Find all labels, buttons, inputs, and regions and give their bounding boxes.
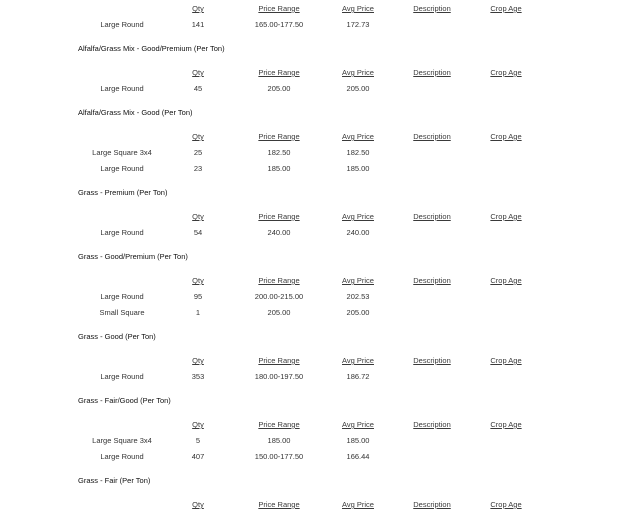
section-title: Grass - Good/Premium (Per Ton) <box>78 252 188 261</box>
crop-age-header: Crop Age <box>490 68 522 77</box>
column-header-row <box>0 419 640 431</box>
price-range-cell: 200.00-215.00 <box>254 292 304 301</box>
column-header-row <box>0 3 640 15</box>
description-header: Description <box>413 4 451 13</box>
avg-price-cell: 186.72 <box>346 372 370 381</box>
qty-header: Qty <box>192 500 204 509</box>
table-row <box>0 371 640 383</box>
description-header: Description <box>413 276 451 285</box>
column-header-row <box>0 499 640 511</box>
price-range-cell: 180.00-197.50 <box>254 372 304 381</box>
crop-age-header: Crop Age <box>490 276 522 285</box>
description-header: Description <box>413 68 451 77</box>
qty-cell: 54 <box>193 228 203 237</box>
qty-header: Qty <box>192 4 204 13</box>
section-title: Grass - Fair (Per Ton) <box>78 476 151 485</box>
section-title: Grass - Good (Per Ton) <box>78 332 156 341</box>
avg-price-cell: 185.00 <box>346 436 370 445</box>
qty-header: Qty <box>192 420 204 429</box>
hay-type-cell: Large Round <box>100 20 144 29</box>
description-header: Description <box>413 500 451 509</box>
description-header: Description <box>413 356 451 365</box>
hay-type-cell: Large Round <box>100 228 144 237</box>
crop-age-header: Crop Age <box>490 212 522 221</box>
table-row <box>0 19 640 31</box>
qty-cell: 25 <box>193 148 203 157</box>
table-row <box>0 163 640 175</box>
avg-price-header: Avg Price <box>342 420 374 429</box>
hay-type-cell: Large Round <box>100 84 144 93</box>
section-title: Alfalfa/Grass Mix - Good/Premium (Per Ton) <box>78 44 225 53</box>
qty-cell: 353 <box>191 372 205 381</box>
avg-price-cell: 185.00 <box>346 164 370 173</box>
avg-price-header: Avg Price <box>342 356 374 365</box>
description-header: Description <box>413 212 451 221</box>
crop-age-header: Crop Age <box>490 500 522 509</box>
price-range-cell: 182.50 <box>267 148 291 157</box>
column-header-row <box>0 211 640 223</box>
table-row <box>0 435 640 447</box>
price-range-header: Price Range <box>258 212 300 221</box>
avg-price-header: Avg Price <box>342 4 374 13</box>
avg-price-cell: 202.53 <box>346 292 370 301</box>
qty-cell: 23 <box>193 164 203 173</box>
avg-price-header: Avg Price <box>342 500 374 509</box>
qty-header: Qty <box>192 356 204 365</box>
avg-price-header: Avg Price <box>342 132 374 141</box>
qty-cell: 5 <box>195 436 201 445</box>
section-title: Grass - Fair/Good (Per Ton) <box>78 396 171 405</box>
price-range-header: Price Range <box>258 276 300 285</box>
column-header-row <box>0 67 640 79</box>
price-range-header: Price Range <box>258 420 300 429</box>
price-range-cell: 185.00 <box>267 164 291 173</box>
table-row <box>0 83 640 95</box>
crop-age-header: Crop Age <box>490 420 522 429</box>
description-header: Description <box>413 420 451 429</box>
avg-price-cell: 166.44 <box>346 452 370 461</box>
price-range-cell: 185.00 <box>267 436 291 445</box>
qty-cell: 95 <box>193 292 203 301</box>
table-row <box>0 291 640 303</box>
price-range-cell: 165.00-177.50 <box>254 20 304 29</box>
price-range-cell: 240.00 <box>267 228 291 237</box>
column-header-row <box>0 131 640 143</box>
qty-header: Qty <box>192 132 204 141</box>
column-header-row <box>0 275 640 287</box>
avg-price-cell: 240.00 <box>346 228 370 237</box>
price-range-header: Price Range <box>258 500 300 509</box>
hay-type-cell: Large Round <box>100 164 144 173</box>
avg-price-header: Avg Price <box>342 276 374 285</box>
price-range-cell: 150.00-177.50 <box>254 452 304 461</box>
avg-price-cell: 182.50 <box>346 148 370 157</box>
hay-type-cell: Large Square 3x4 <box>92 148 152 157</box>
avg-price-header: Avg Price <box>342 212 374 221</box>
avg-price-cell: 205.00 <box>346 84 370 93</box>
qty-cell: 141 <box>191 20 205 29</box>
price-range-header: Price Range <box>258 4 300 13</box>
column-header-row <box>0 355 640 367</box>
hay-type-cell: Large Round <box>100 452 144 461</box>
table-row <box>0 307 640 319</box>
section-title: Alfalfa/Grass Mix - Good (Per Ton) <box>78 108 193 117</box>
qty-header: Qty <box>192 68 204 77</box>
qty-cell: 407 <box>191 452 205 461</box>
price-range-header: Price Range <box>258 68 300 77</box>
price-range-header: Price Range <box>258 132 300 141</box>
description-header: Description <box>413 132 451 141</box>
price-range-cell: 205.00 <box>267 84 291 93</box>
qty-cell: 1 <box>195 308 201 317</box>
hay-type-cell: Large Round <box>100 372 144 381</box>
qty-header: Qty <box>192 212 204 221</box>
section-title: Grass - Premium (Per Ton) <box>78 188 168 197</box>
avg-price-cell: 205.00 <box>346 308 370 317</box>
hay-type-cell: Large Square 3x4 <box>92 436 152 445</box>
crop-age-header: Crop Age <box>490 132 522 141</box>
avg-price-header: Avg Price <box>342 68 374 77</box>
avg-price-cell: 172.73 <box>346 20 370 29</box>
qty-header: Qty <box>192 276 204 285</box>
crop-age-header: Crop Age <box>490 356 522 365</box>
hay-type-cell: Small Square <box>99 308 145 317</box>
price-range-cell: 205.00 <box>267 308 291 317</box>
table-row <box>0 451 640 463</box>
table-row <box>0 227 640 239</box>
price-range-header: Price Range <box>258 356 300 365</box>
crop-age-header: Crop Age <box>490 4 522 13</box>
qty-cell: 45 <box>193 84 203 93</box>
hay-type-cell: Large Round <box>100 292 144 301</box>
table-row <box>0 147 640 159</box>
